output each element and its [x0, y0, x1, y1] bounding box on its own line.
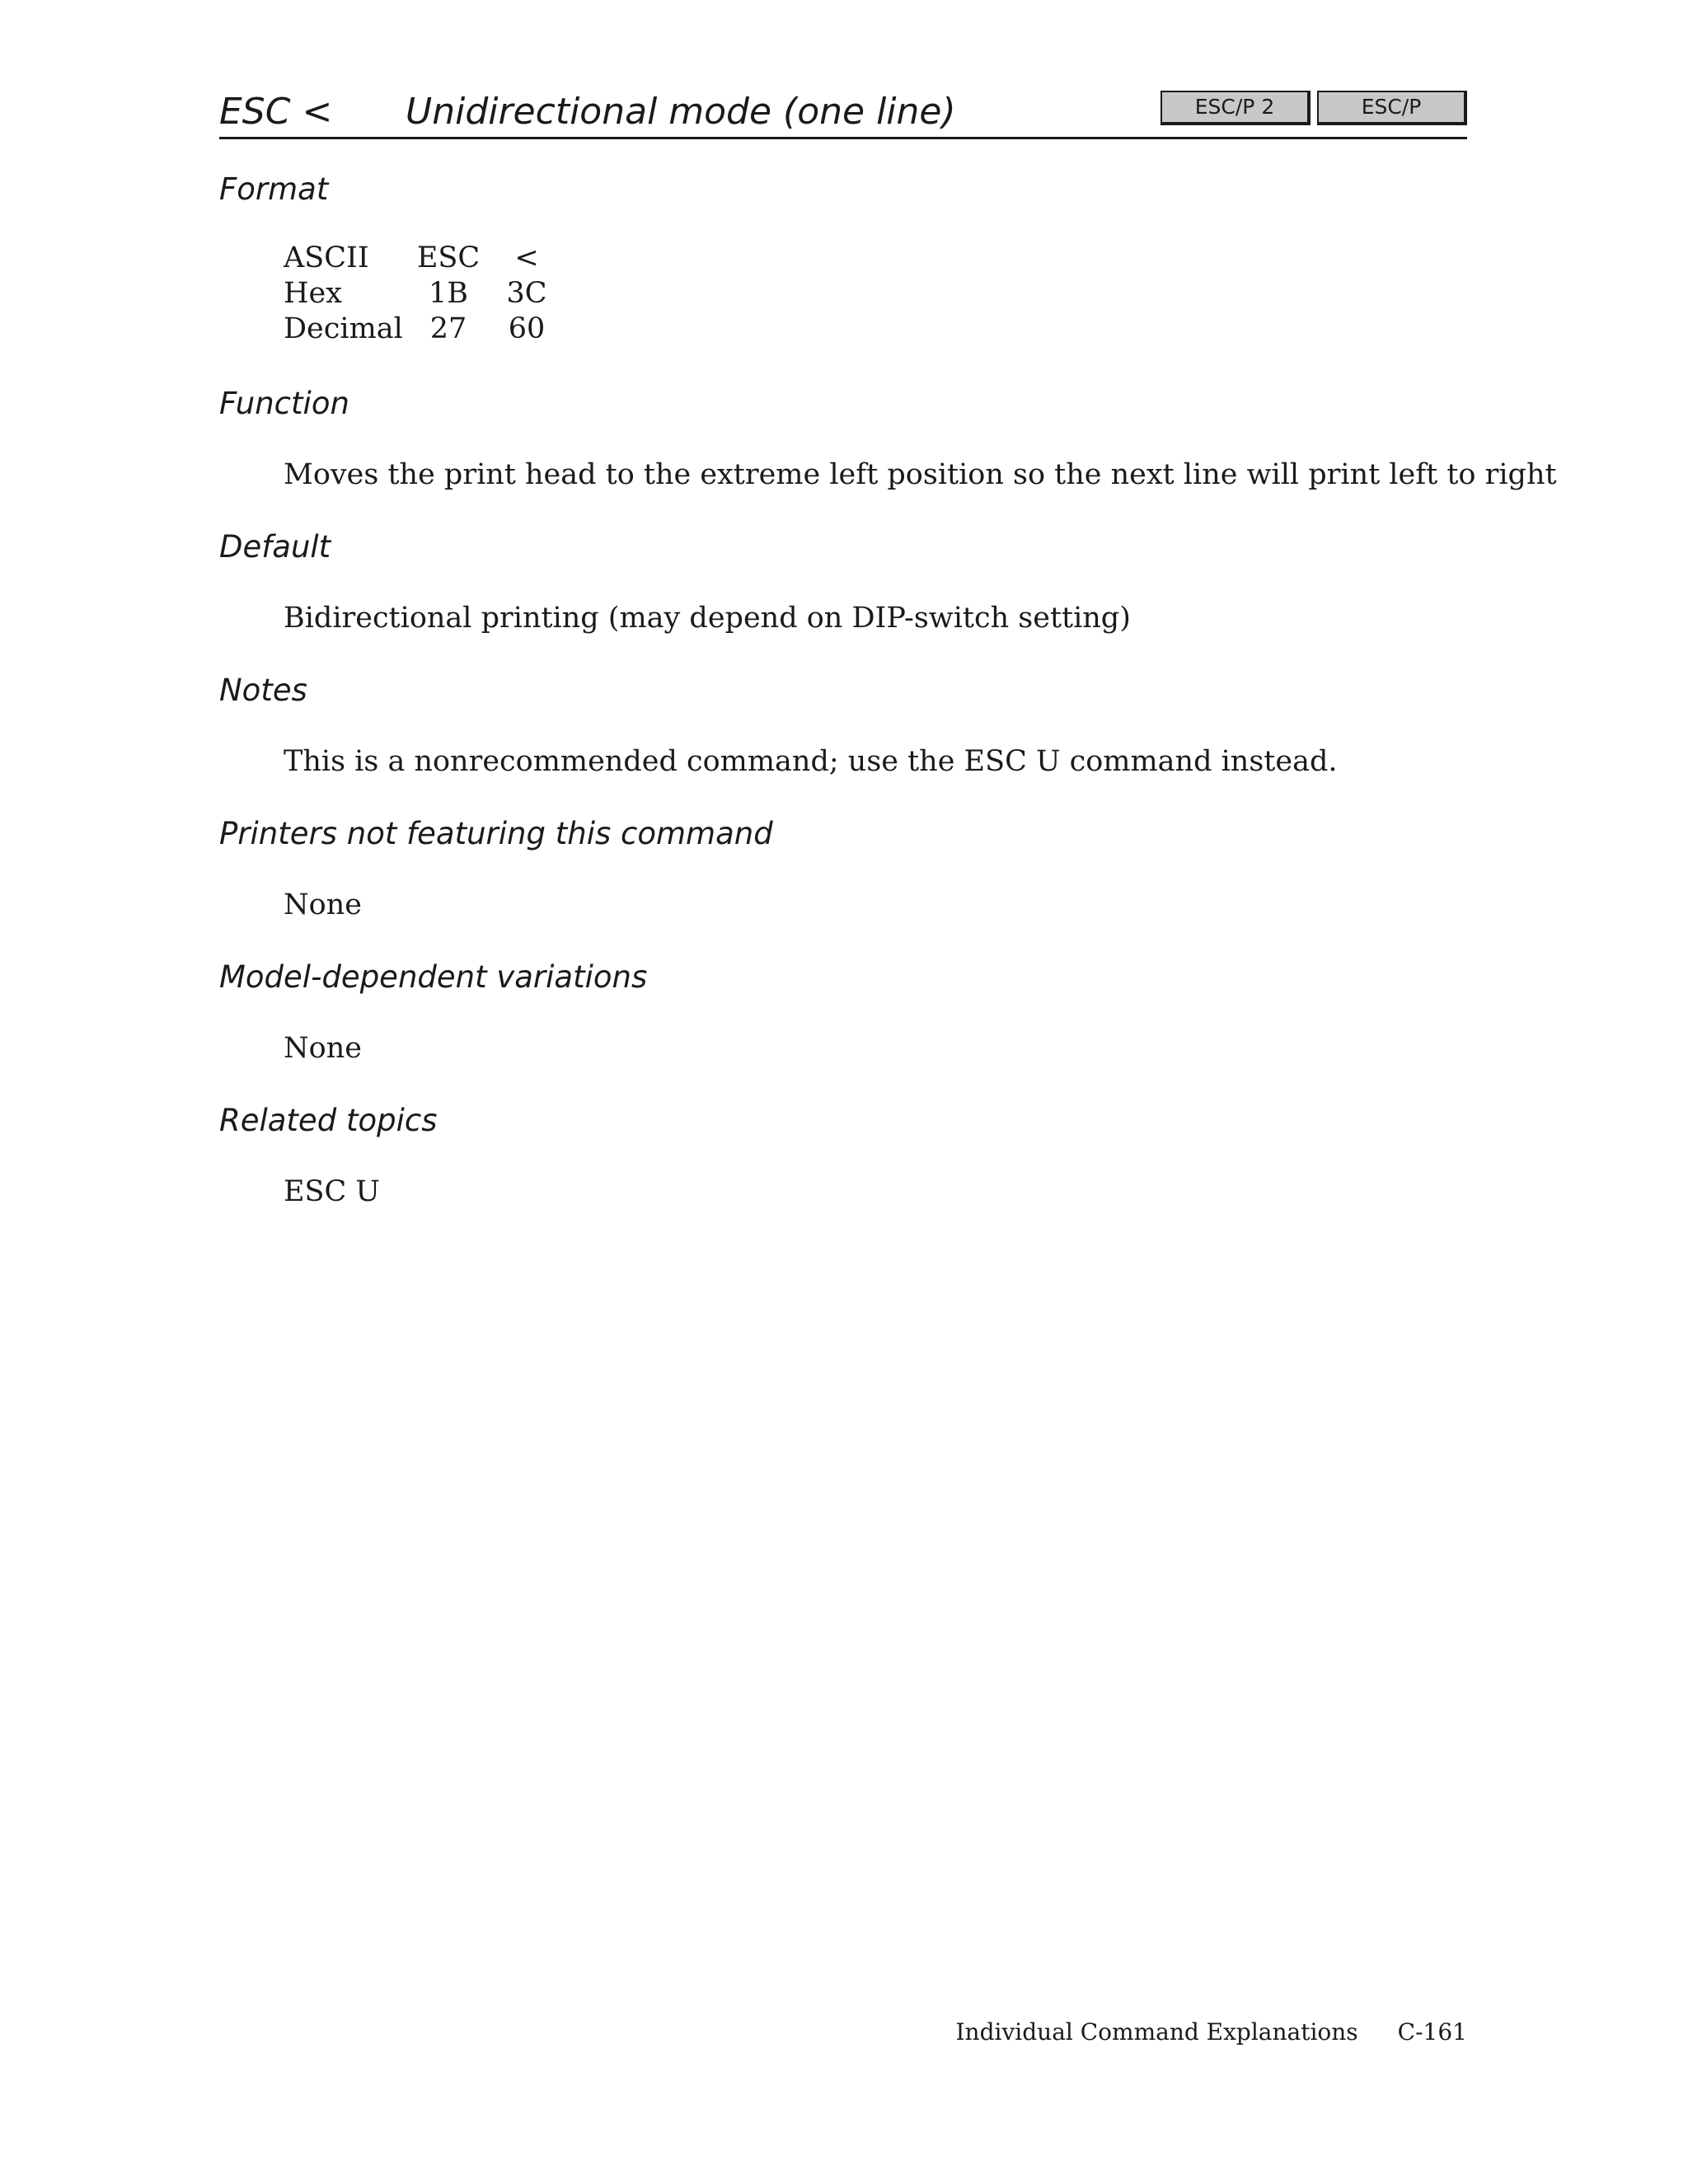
command-code: ESC < — [219, 91, 333, 133]
notes-text: This is a nonrecommended command; use the ESC U command instead. — [284, 745, 1338, 778]
format-heading: Format — [219, 171, 329, 207]
format-label-ascii: ASCII — [284, 241, 369, 274]
format-value: 1B — [429, 277, 468, 310]
related-topics-heading: Related topics — [219, 1103, 438, 1138]
tab-escp2[interactable]: ESC/P 2 — [1160, 91, 1311, 125]
format-value: < — [514, 241, 539, 274]
document-page — [219, 0, 1557, 2184]
page-number: C-161 — [1397, 2018, 1467, 2046]
printers-not-featuring-heading: Printers not featuring this command — [219, 816, 773, 851]
table-row — [284, 241, 572, 276]
default-text: Bidirectional printing (may depend on DIP-switch setting) — [284, 602, 1131, 635]
format-table — [284, 241, 572, 347]
printers-not-featuring-text: None — [284, 888, 362, 921]
format-value: ESC — [416, 241, 481, 274]
format-value: 27 — [429, 312, 467, 345]
notes-heading: Notes — [219, 673, 307, 708]
command-header — [219, 84, 1467, 139]
command-title: Unidirectional mode (one line) — [406, 91, 956, 133]
tab-escp[interactable]: ESC/P — [1317, 91, 1467, 125]
footer-section-title: Individual Command Explanations — [955, 2018, 1358, 2046]
table-row — [284, 276, 572, 312]
table-row — [284, 312, 572, 347]
page-footer — [955, 2018, 1467, 2047]
function-text: Moves the print head to the extreme left position so the next line will print left to right — [284, 458, 1557, 491]
format-value: 60 — [508, 312, 546, 345]
model-variations-text: None — [284, 1032, 362, 1065]
format-label-decimal: Decimal — [284, 312, 403, 345]
format-label-hex: Hex — [284, 277, 342, 310]
related-topics-link[interactable]: ESC U — [284, 1175, 380, 1208]
default-heading: Default — [219, 529, 331, 565]
command-set-tabs — [1160, 91, 1467, 125]
function-heading: Function — [219, 386, 349, 421]
format-value: 3C — [506, 277, 547, 310]
model-variations-heading: Model-dependent variations — [219, 959, 648, 995]
